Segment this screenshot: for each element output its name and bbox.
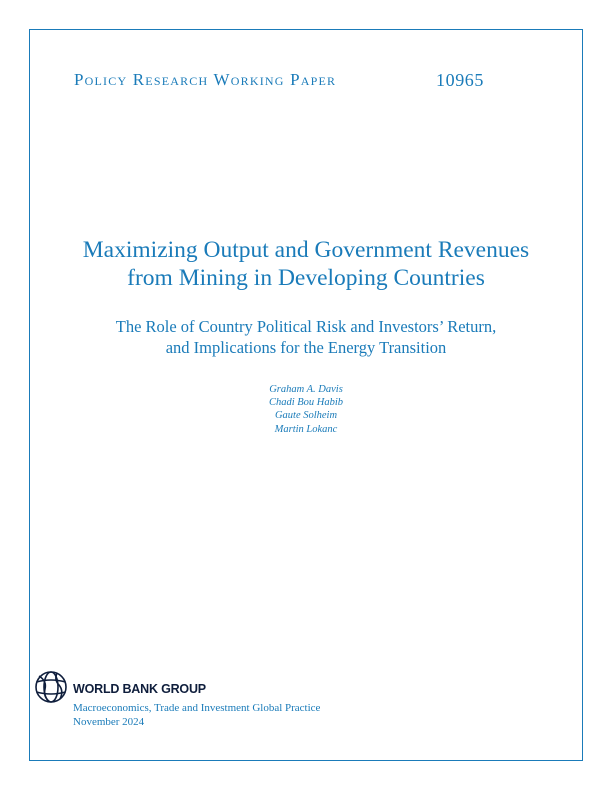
- series-name: Policy Research Working Paper: [74, 70, 337, 89]
- paper-title: [30, 236, 582, 292]
- paper-number: 10965: [436, 70, 484, 90]
- title-line-2: from Mining in Developing Countries: [127, 265, 485, 291]
- subtitle-line-2: and Implications for the Energy Transition: [165, 338, 447, 357]
- paper-subtitle: [30, 316, 582, 358]
- practice-name: Macroeconomics, Trade and Investment Global Practice: [73, 702, 321, 714]
- author-name: Chadi Bou Habib: [268, 397, 344, 409]
- author-name: Martin Lokanc: [274, 423, 338, 435]
- globe-icon: [33, 669, 69, 705]
- publication-date: November 2024: [73, 716, 145, 728]
- title-line-1: Maximizing Output and Government Revenues: [82, 237, 530, 263]
- author-name: Gaute Solheim: [274, 410, 338, 422]
- series-header: [74, 70, 544, 90]
- author-list: [30, 383, 582, 436]
- subtitle-line-1: The Role of Country Political Risk and Investors’ Return,: [115, 317, 497, 336]
- publisher-name: WORLD BANK GROUP: [73, 682, 206, 696]
- author-name: Graham A. Davis: [269, 384, 343, 395]
